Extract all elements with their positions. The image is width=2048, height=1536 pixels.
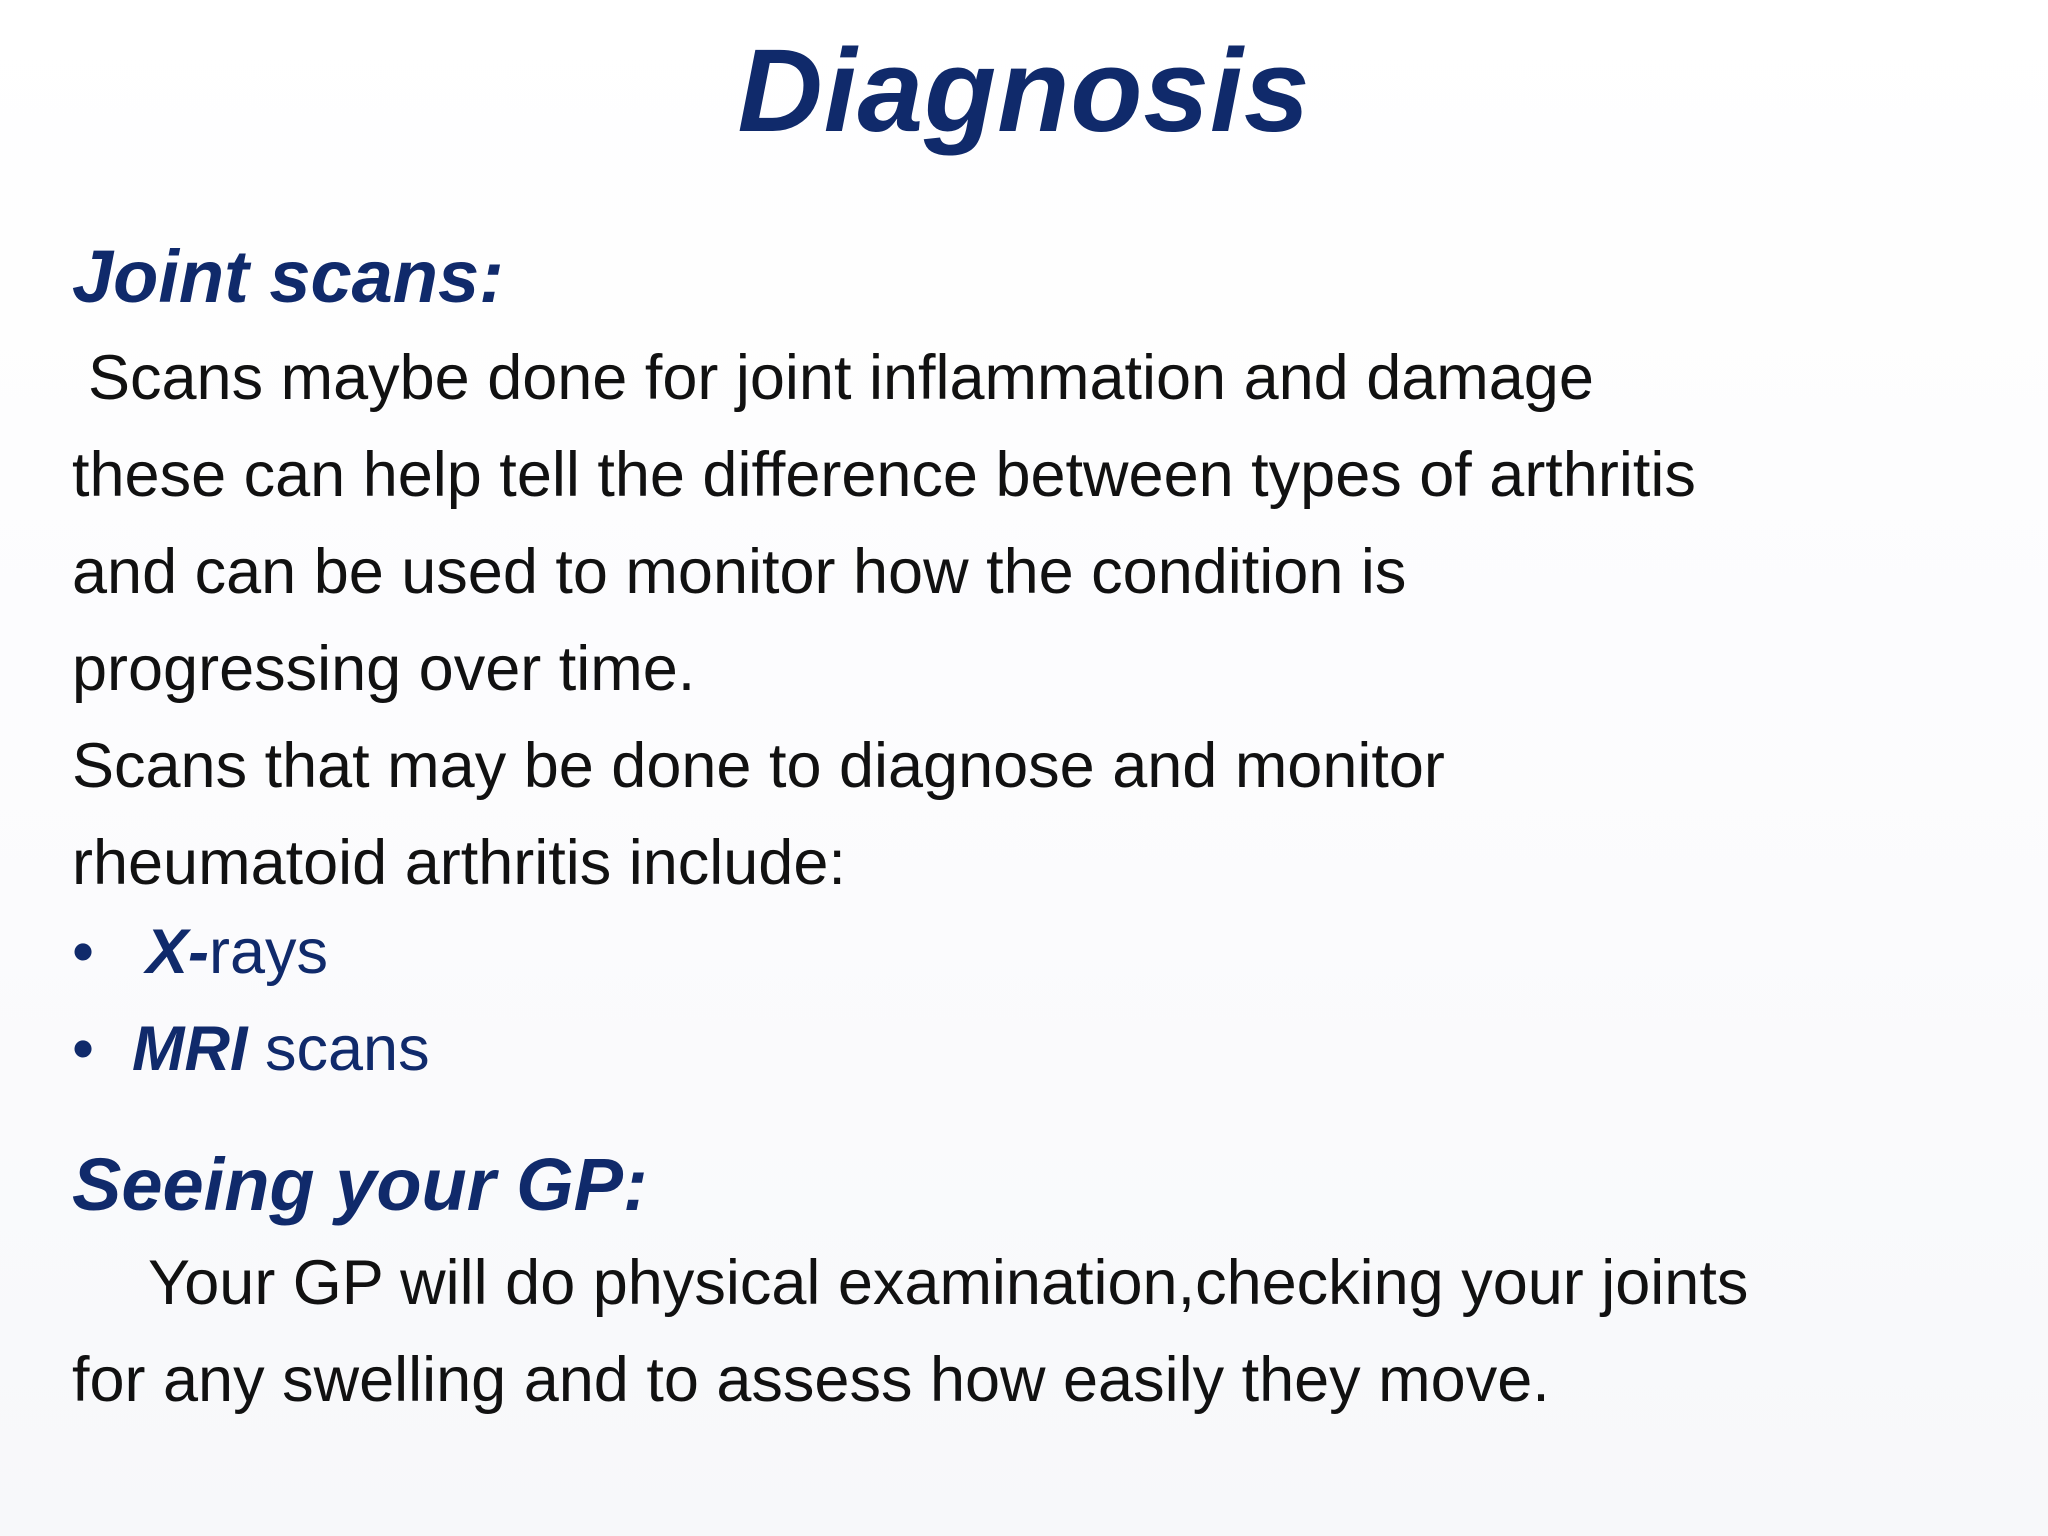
paragraph-line: Your GP will do physical examination,checking your joints	[148, 1248, 1749, 1318]
paragraph-line: Scans maybe done for joint inflammation and damage	[88, 343, 1594, 413]
list-item-xrays	[72, 904, 430, 1001]
bullet-icon: •	[72, 917, 95, 987]
section-heading-seeing-gp: Seeing your GP:	[72, 1143, 648, 1226]
list-item-text	[132, 904, 328, 1001]
list-item-mri	[72, 1001, 430, 1098]
scan-types-list	[72, 904, 430, 1098]
list-item-emphasis: MRI	[132, 1014, 248, 1084]
slide-title: Diagnosis	[737, 25, 1311, 157]
list-item-rest: scans	[247, 1014, 430, 1084]
section-heading-joint-scans: Joint scans:	[72, 235, 504, 318]
paragraph-line: rheumatoid arthritis include:	[72, 828, 846, 898]
list-item-text	[132, 1001, 430, 1098]
joint-scans-paragraph	[72, 330, 2022, 912]
seeing-gp-paragraph	[72, 1235, 2022, 1429]
paragraph-line: and can be used to monitor how the condition is	[72, 537, 1407, 607]
paragraph-line: progressing over time.	[72, 634, 696, 704]
bullet-icon: •	[72, 1014, 95, 1084]
list-item-emphasis: X-	[146, 917, 209, 987]
paragraph-line: these can help tell the difference between types of arthritis	[72, 440, 1696, 510]
list-item-rest: rays	[209, 917, 329, 987]
paragraph-line: for any swelling and to assess how easily they move.	[72, 1345, 1550, 1415]
paragraph-line: Scans that may be done to diagnose and monitor	[72, 731, 1445, 801]
